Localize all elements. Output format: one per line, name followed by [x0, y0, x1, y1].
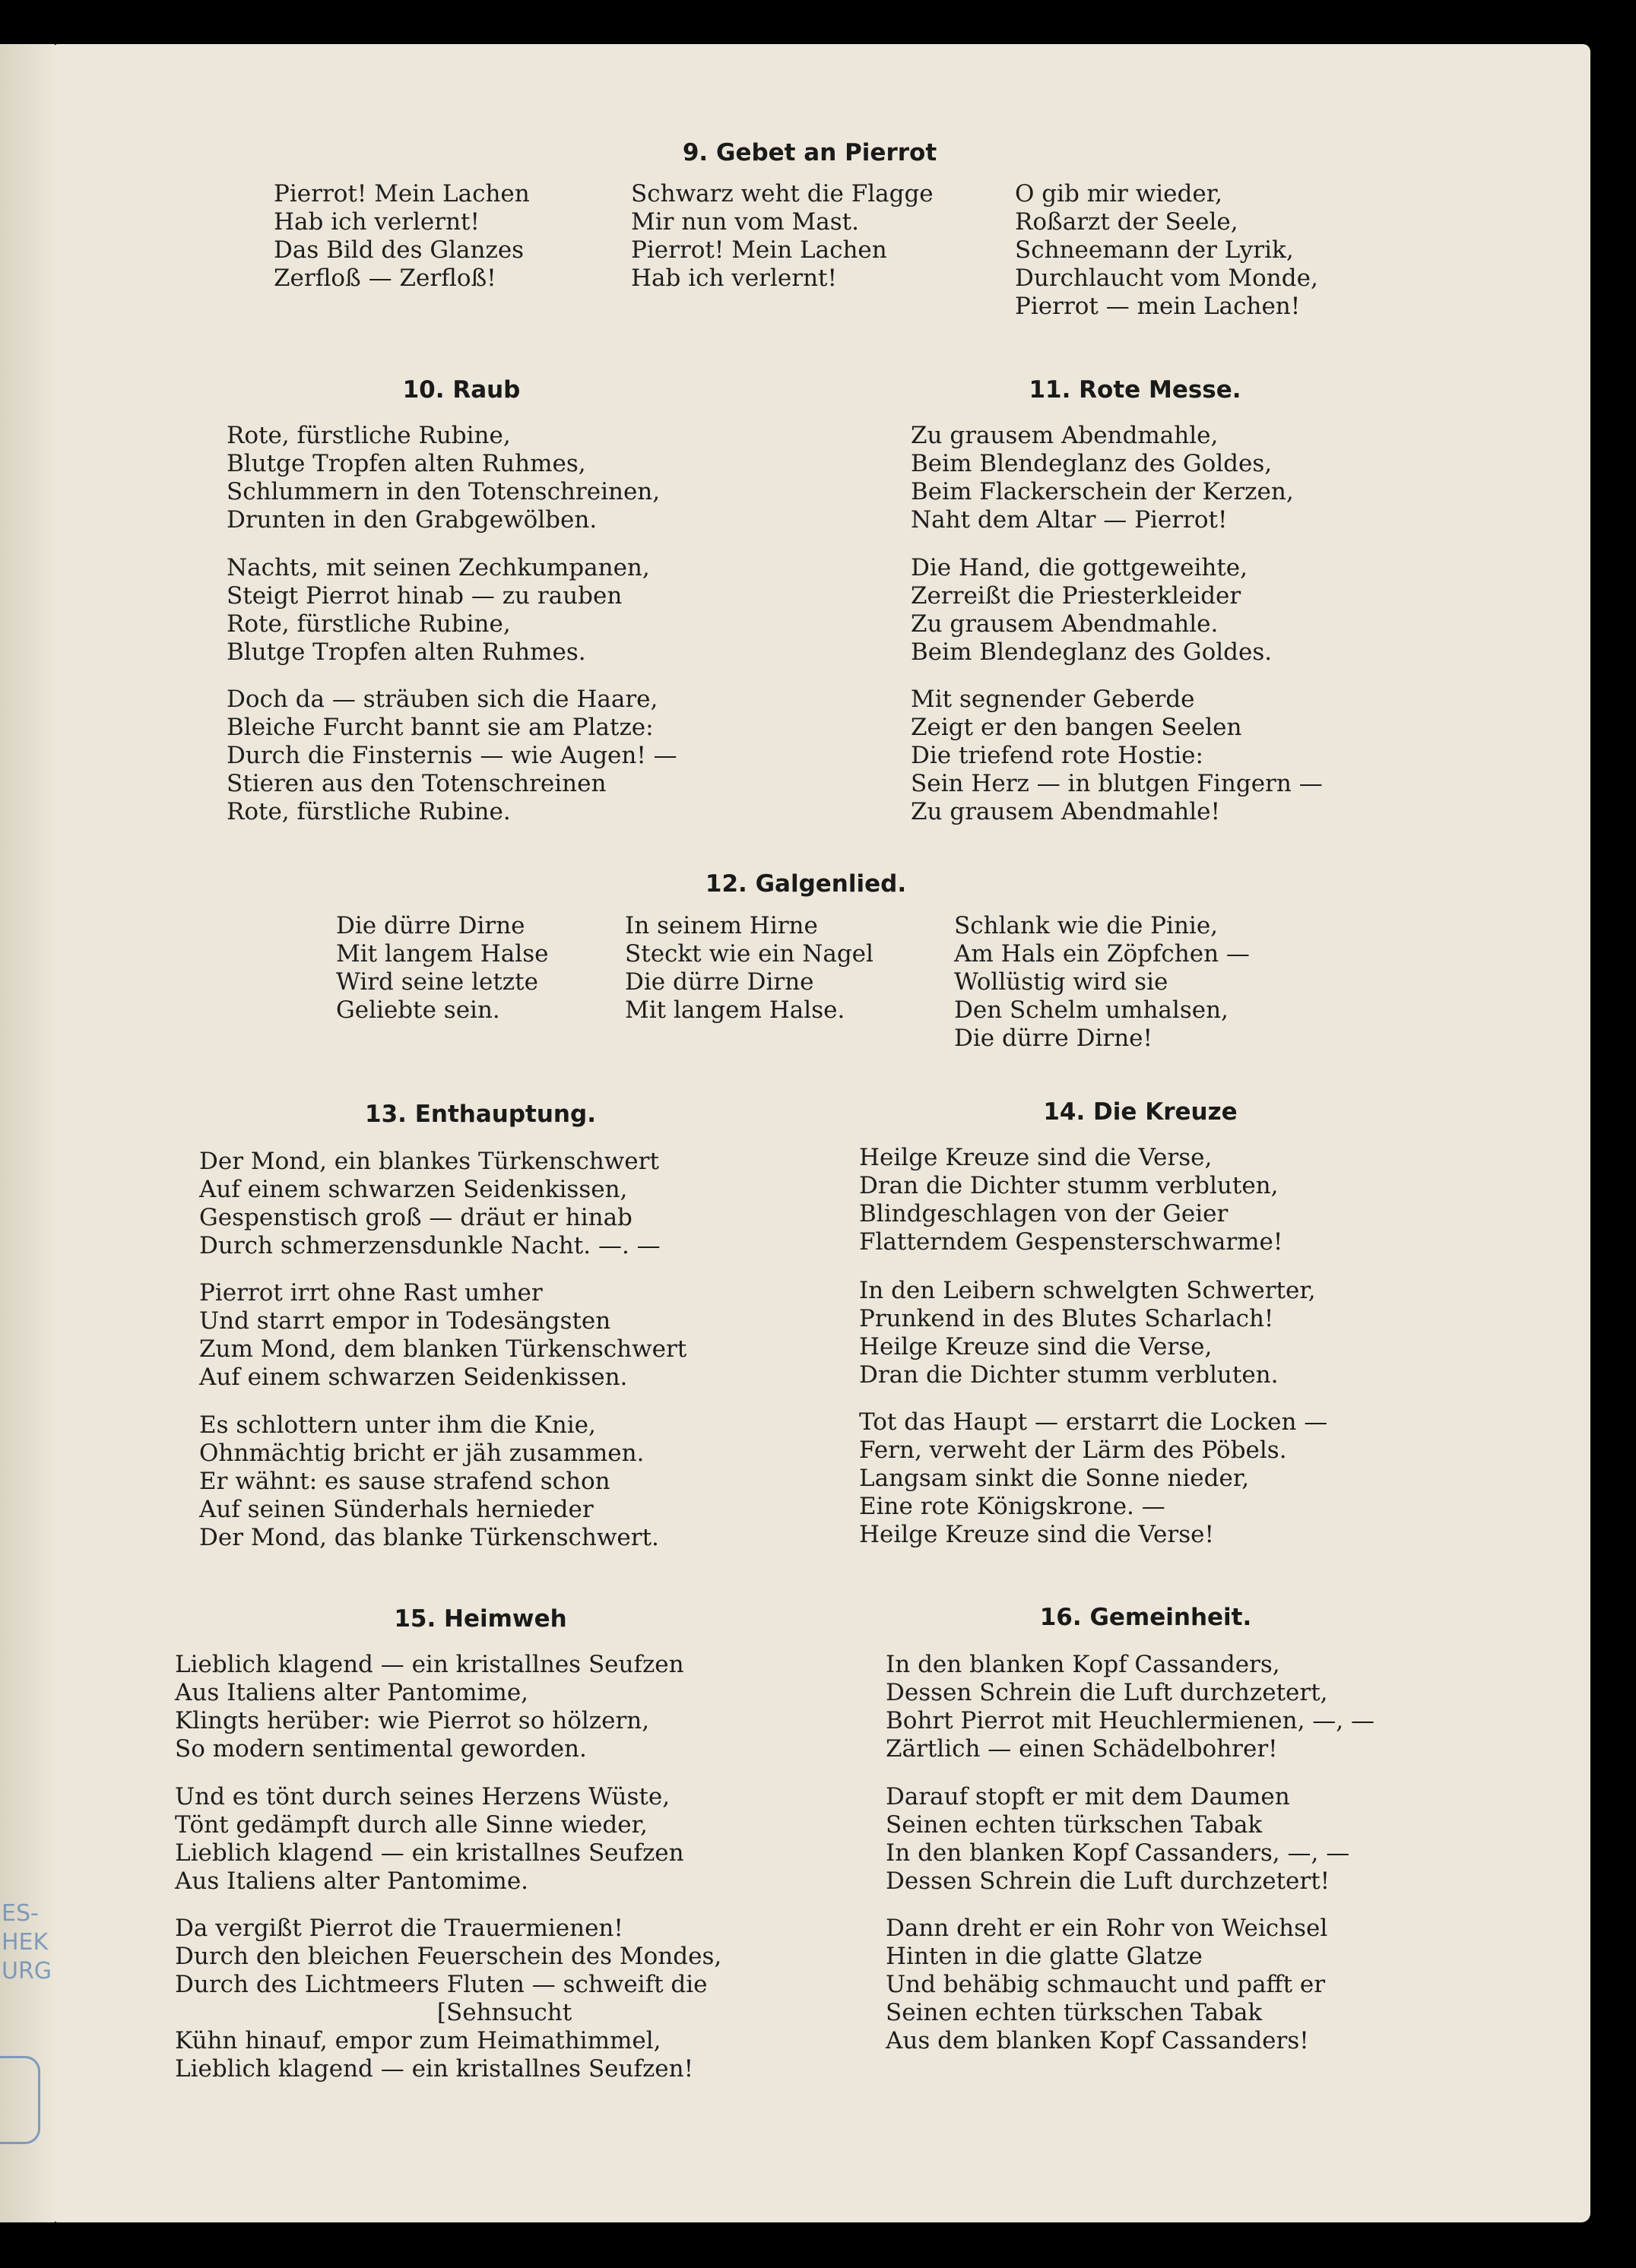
verse-line: Und es tönt durch seines Herzens Wüste, — [175, 1783, 671, 1810]
verse-line: Und behäbig schmaucht und pafft er — [886, 1971, 1326, 1998]
verse-line: Der Mond, das blanke Türkenschwert. — [199, 1524, 659, 1551]
stamp-line: ES- — [2, 1900, 39, 1927]
verse-line: O gib mir wieder, — [1015, 180, 1222, 207]
poem-stanza — [911, 686, 1323, 826]
verse-line: Drunten in den Grabgewölben. — [227, 506, 598, 534]
verse-line: Heilge Kreuze sind die Verse, — [859, 1144, 1213, 1171]
verse-line: Die triefend rote Hostie: — [911, 742, 1203, 769]
verse-line: Klingts herüber: wie Pierrot so hölzern, — [175, 1707, 650, 1734]
verse-line: So modern sentimental geworden. — [175, 1735, 587, 1763]
poem-stanza — [175, 1915, 721, 2083]
verse-line: Dessen Schrein die Luft durchzetert! — [886, 1867, 1330, 1895]
verse-line: Lieblich klagend — ein kristallnes Seufzen — [175, 1651, 684, 1678]
verse-line: Schwarz weht die Flagge — [631, 180, 934, 207]
poem-title: 16. Gemeinheit. — [1039, 1604, 1252, 1631]
verse-line: Gespenstisch groß — dräut er hinab — [199, 1204, 633, 1231]
verse-line: Die Hand, die gottgeweihte, — [911, 554, 1248, 581]
verse-line: In den blanken Kopf Cassanders, —, — — [886, 1839, 1350, 1867]
verse-line: Langsam sinkt die Sonne nieder, — [859, 1465, 1250, 1492]
poem-stanza — [859, 1408, 1327, 1549]
verse-line: Da vergißt Pierrot die Trauermienen! — [175, 1915, 623, 1942]
verse-line: Blutge Tropfen alten Ruhmes. — [227, 638, 586, 666]
stamp-seal-icon — [0, 2056, 40, 2144]
verse-line: Lieblich klagend — ein kristallnes Seufzen! — [175, 2055, 694, 2083]
verse-line: Durchlaucht vom Monde, — [1015, 264, 1318, 292]
verse-line: Pierrot — mein Lachen! — [1015, 293, 1301, 320]
verse-line: Den Schelm umhalsen, — [954, 996, 1229, 1024]
verse-line: Auf einem schwarzen Seidenkissen, — [199, 1176, 628, 1203]
verse-line: Aus Italiens alter Pantomime. — [175, 1867, 529, 1895]
verse-line: Prunkend in des Blutes Scharlach! — [859, 1305, 1274, 1332]
verse-line: Flatterndem Gespensterschwarme! — [859, 1228, 1283, 1256]
verse-line: Seinen echten türkschen Tabak — [886, 1999, 1263, 2026]
poem-title: 15. Heimweh — [394, 1605, 567, 1633]
poem-stanza — [199, 1279, 686, 1392]
verse-line: Rote, fürstliche Rubine, — [227, 610, 511, 638]
verse-line: Bleiche Furcht bannt sie am Platze: — [227, 714, 654, 741]
verse-line: Pierrot! Mein Lachen — [631, 236, 887, 264]
verse-line: Mit langem Halse — [336, 940, 549, 968]
verse-line: Wollüstig wird sie — [954, 968, 1168, 996]
verse-line: Stieren aus den Totenschreinen — [227, 770, 607, 797]
verse-line: Schlummern in den Totenschreinen, — [227, 478, 661, 505]
verse-line: Dran die Dichter stumm verbluten. — [859, 1361, 1279, 1389]
poem-stanza — [625, 912, 873, 1025]
poem-stanza — [1015, 180, 1318, 321]
verse-line: Pierrot! Mein Lachen — [274, 180, 530, 207]
verse-line: Mit segnender Geberde — [911, 686, 1195, 713]
verse-line: Mir nun vom Mast. — [631, 208, 859, 236]
poem-stanza — [859, 1277, 1316, 1389]
verse-line: Auf seinen Sünderhals hernieder — [199, 1496, 594, 1523]
paper-fold-edge — [0, 44, 55, 2222]
verse-line: Schneemann der Lyrik, — [1015, 236, 1294, 264]
verse-line: Steckt wie ein Nagel — [625, 940, 873, 968]
poem-stanza — [886, 1915, 1327, 2055]
verse-line: Geliebte sein. — [336, 996, 500, 1024]
verse-line: Pierrot irrt ohne Rast umher — [199, 1279, 543, 1307]
verse-line: Heilge Kreuze sind die Verse, — [859, 1333, 1213, 1360]
verse-line: Ohnmächtig bricht er jäh zusammen. — [199, 1440, 645, 1467]
verse-line: Naht dem Altar — Pierrot! — [911, 506, 1228, 534]
verse-line: Am Hals ein Zöpfchen — — [954, 940, 1250, 968]
poem-title: 9. Gebet an Pierrot — [682, 139, 937, 166]
poem-stanza — [886, 1783, 1349, 1896]
verse-line: Seinen echten türkschen Tabak — [886, 1811, 1263, 1839]
verse-line: Durch schmerzensdunkle Nacht. —. — — [199, 1232, 661, 1259]
poem-stanza — [227, 422, 660, 534]
verse-line: Zum Mond, dem blanken Türkenschwert — [199, 1335, 687, 1363]
verse-line: Eine rote Königskrone. — — [859, 1493, 1165, 1520]
verse-line: Hinten in die glatte Glatze — [886, 1943, 1203, 1970]
verse-line: Durch des Lichtmeers Fluten — schweift die — [175, 1971, 708, 1998]
verse-line: Dessen Schrein die Luft durchzetert, — [886, 1679, 1328, 1706]
verse-line: Die dürre Dirne — [336, 912, 525, 939]
verse-line: In den Leibern schwelgten Schwerter, — [859, 1277, 1316, 1304]
verse-line: Und starrt empor in Todesängsten — [199, 1307, 611, 1335]
verse-line: Fern, verweht der Lärm des Pöbels. — [859, 1437, 1287, 1464]
verse-line: Blutge Tropfen alten Ruhmes, — [227, 450, 586, 477]
poem-title: 11. Rote Messe. — [1029, 376, 1241, 404]
verse-line: Zu grausem Abendmahle, — [911, 422, 1219, 449]
verse-line: Heilge Kreuze sind die Verse! — [859, 1521, 1214, 1548]
verse-line: Die dürre Dirne — [625, 968, 814, 996]
verse-line: Zu grausem Abendmahle. — [911, 610, 1219, 638]
verse-line: Wird seine letzte — [336, 968, 538, 996]
poem-stanza — [954, 912, 1250, 1053]
verse-line: Rote, fürstliche Rubine, — [227, 422, 511, 449]
verse-line: Lieblich klagend — ein kristallnes Seufzen — [175, 1839, 684, 1867]
verse-line: Der Mond, ein blankes Türkenschwert — [199, 1148, 659, 1175]
verse-line: Blindgeschlagen von der Geier — [859, 1200, 1229, 1227]
verse-line: Sein Herz — in blutgen Fingern — — [911, 770, 1323, 797]
poem-stanza — [886, 1651, 1374, 1763]
poem-stanza — [274, 180, 530, 293]
verse-line: Hab ich verlernt! — [631, 264, 837, 292]
verse-line: Tot das Haupt — erstarrt die Locken — — [859, 1408, 1328, 1436]
poem-stanza — [227, 686, 677, 826]
verse-line: Dann dreht er ein Rohr von Weichsel — [886, 1915, 1328, 1942]
verse-line: Rote, fürstliche Rubine. — [227, 798, 511, 825]
poem-stanza — [175, 1651, 684, 1763]
verse-line: Es schlottern unter ihm die Knie, — [199, 1411, 596, 1439]
poem-stanza — [911, 422, 1294, 534]
verse-line: Roßarzt der Seele, — [1015, 208, 1238, 236]
verse-line: Tönt gedämpft durch alle Sinne wieder, — [175, 1811, 648, 1839]
verse-line: [Sehnsucht — [175, 1999, 572, 2026]
poem-stanza — [227, 554, 650, 667]
verse-line: Zärtlich — einen Schädelbohrer! — [886, 1735, 1278, 1763]
verse-line: Auf einem schwarzen Seidenkissen. — [199, 1364, 628, 1391]
verse-line: Beim Blendeglanz des Goldes, — [911, 450, 1273, 477]
verse-line: Aus Italiens alter Pantomime, — [175, 1679, 529, 1706]
verse-line: Beim Flackerschein der Kerzen, — [911, 478, 1294, 505]
verse-line: Dran die Dichter stumm verbluten, — [859, 1172, 1279, 1199]
verse-line: Durch die Finsternis — wie Augen! — — [227, 742, 677, 769]
verse-line: Die dürre Dirne! — [954, 1025, 1152, 1052]
verse-line: Hab ich verlernt! — [274, 208, 480, 236]
poem-stanza — [199, 1148, 661, 1260]
poem-title: 12. Galgenlied. — [705, 870, 907, 898]
verse-line: In den blanken Kopf Cassanders, — [886, 1651, 1280, 1678]
verse-line: In seinem Hirne — [625, 912, 818, 939]
poem-title: 10. Raub — [402, 376, 521, 404]
verse-line: Darauf stopft er mit dem Daumen — [886, 1783, 1290, 1810]
verse-line: Bohrt Pierrot mit Heuchlermienen, —, — — [886, 1707, 1374, 1734]
poem-stanza — [859, 1144, 1282, 1256]
verse-line: Er wähnt: es sause strafend schon — [199, 1468, 610, 1495]
verse-line: Schlank wie die Pinie, — [954, 912, 1219, 939]
stamp-line: URG — [2, 1958, 52, 1984]
library-stamp — [0, 1900, 53, 2151]
verse-line: Zerreißt die Priesterkleider — [911, 582, 1241, 610]
verse-line: Zu grausem Abendmahle! — [911, 798, 1220, 825]
verse-line: Doch da — sträuben sich die Haare, — [227, 686, 658, 713]
verse-line: Das Bild des Glanzes — [274, 236, 525, 264]
stamp-line: HEK — [2, 1929, 49, 1956]
poem-stanza — [175, 1783, 684, 1896]
verse-line: Aus dem blanken Kopf Cassanders! — [886, 2027, 1309, 2054]
poem-stanza — [631, 180, 934, 293]
verse-line: Steigt Pierrot hinab — zu rauben — [227, 582, 623, 610]
verse-line: Zerfloß — Zerfloß! — [274, 264, 496, 292]
paper-sheet — [53, 44, 1590, 2222]
verse-line: Nachts, mit seinen Zechkumpanen, — [227, 554, 650, 581]
poem-stanza — [199, 1411, 659, 1552]
poem-stanza — [911, 554, 1272, 667]
verse-line: Beim Blendeglanz des Goldes. — [911, 638, 1273, 666]
verse-line: Kühn hinauf, empor zum Heimathimmel, — [175, 2027, 661, 2054]
verse-line: Zeigt er den bangen Seelen — [911, 714, 1242, 741]
poem-title: 14. Die Kreuze — [1043, 1098, 1238, 1126]
verse-line: Mit langem Halse. — [625, 996, 845, 1024]
poem-title: 13. Enthauptung. — [365, 1101, 596, 1128]
verse-line: Durch den bleichen Feuerschein des Mondes, — [175, 1943, 722, 1970]
poem-stanza — [336, 912, 548, 1025]
